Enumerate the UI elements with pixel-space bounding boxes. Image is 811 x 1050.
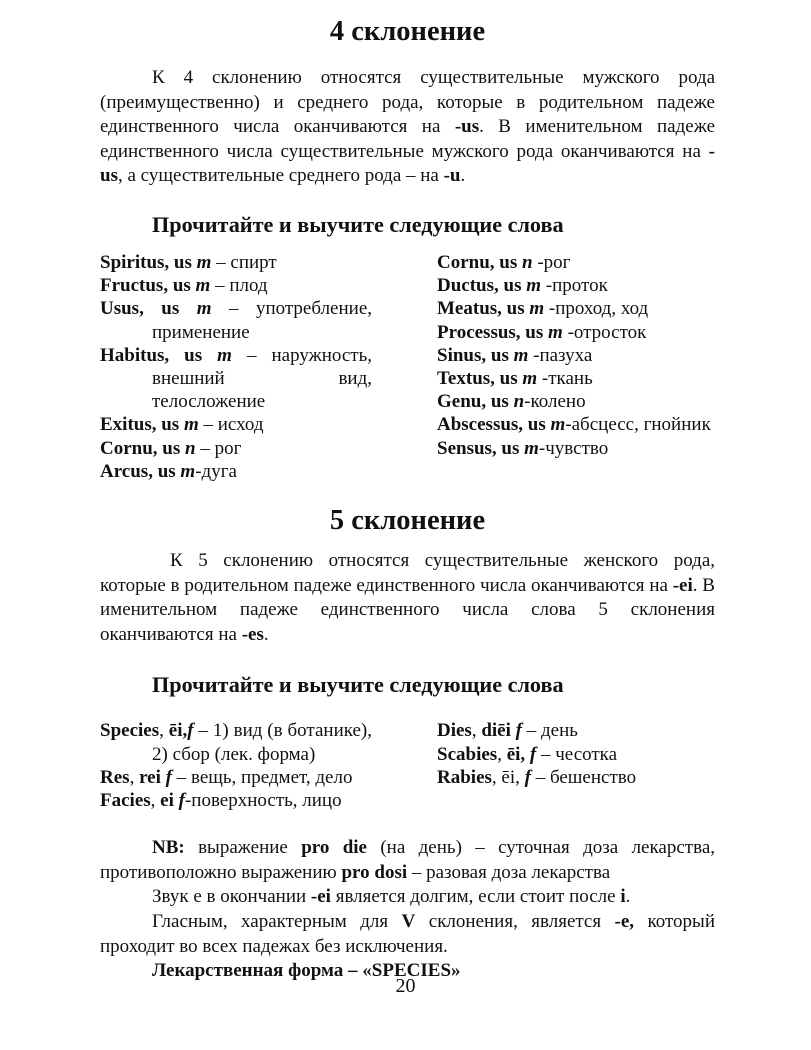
vocab-entry: Res, rei f – вещь, предмет, дело (100, 766, 353, 788)
vowel-note: Гласным, характерным для V склонения, является -е, который проходит во всех падежах без исключения. (100, 910, 715, 957)
section-4-intro: К 4 склонению относятся существительные мужского рода (преимущественно) и среднего рода, которые в родительном падеже единственного числа оканчиваются на -us. В именительном падеже единственного числа существительные мужского рода оканчиваются на -us, а существительные среднего рода – на -u. (100, 67, 716, 187)
vocab-entry: Textus, us m -ткань (437, 367, 593, 389)
nb-note: NB: выражение pro die (на день) – суточная доза лекарства, противоположно выражению pro dosi – разовая доза лекарства (100, 837, 716, 883)
vocab-entry: Scabies, ēi, f – чесотка (437, 743, 618, 765)
section-5-intro: К 5 склонению относятся существительные женского рода, которые в родительном падеже единственного числа оканчиваются на -ei. В именительном падеже единственного числа слова 5 склонения оканчиваются на -es. (100, 550, 715, 645)
long-vowel-note: Звук е в окончании -ei является долгим, если стоит после i. (152, 886, 631, 908)
page (100, 18, 715, 984)
vocab-entry: Usus, us m – употребление, применение (100, 298, 372, 343)
vocab-entry: Species, ēi,f – 1) вид (в ботанике), 2) сбор (лек. форма) (100, 720, 373, 765)
vocab-entry: Habitus, us m – наружность, внешний вид, телосложение (100, 344, 372, 413)
section-5-title: 5 склонение (329, 505, 486, 536)
vocab-entry: Rabies, ēi, f – бешенство (437, 766, 637, 788)
vocab-entry: Dies, diēi f – день (437, 720, 578, 742)
section-4-title: 4 склонение (329, 16, 486, 47)
vocab-entry: Processus, us m -отросток (437, 321, 647, 343)
section-4-vocabulary (100, 251, 715, 483)
vocab-entry: Arcus, us m-дуга (100, 460, 237, 482)
section-4-right-column (437, 251, 715, 483)
vocab-entry: Spiritus, us m – спирт (100, 251, 277, 273)
section-4-subtitle: Прочитайте и выучите следующие слова (152, 211, 564, 237)
section-5-subtitle: Прочитайте и выучите следующие слова (152, 672, 564, 698)
vocab-entry: Exitus, us m – исход (100, 414, 264, 436)
vocab-entry: Sensus, us m-чувство (437, 437, 609, 459)
page-number: 20 (395, 975, 416, 997)
vocab-entry: Ductus, us m -проток (437, 275, 608, 297)
vocab-entry: Cornu, us n – рог (100, 437, 242, 459)
vocab-entry: Genu, us n-колено (437, 391, 586, 413)
vocab-entry: Meatus, us m -проход, ход (437, 298, 649, 320)
vocab-entry: Abscessus, us m-абсцесс, гнойник (437, 414, 711, 436)
vocab-entry: Facies, ei f-поверхность, лицо (100, 789, 342, 811)
vocab-entry: Sinus, us m -пазуха (437, 344, 593, 366)
section-5-vocabulary (100, 719, 715, 812)
section-5-right-column (437, 719, 715, 812)
vocab-entry: Cornu, us n -рог (437, 251, 571, 273)
vocab-entry: Fructus, us m – плод (100, 275, 268, 297)
section-5-left-column (100, 719, 372, 812)
dosage-form-note: Лекарственная форма – «SPECIES» (152, 960, 461, 982)
section-4-left-column (100, 251, 372, 483)
